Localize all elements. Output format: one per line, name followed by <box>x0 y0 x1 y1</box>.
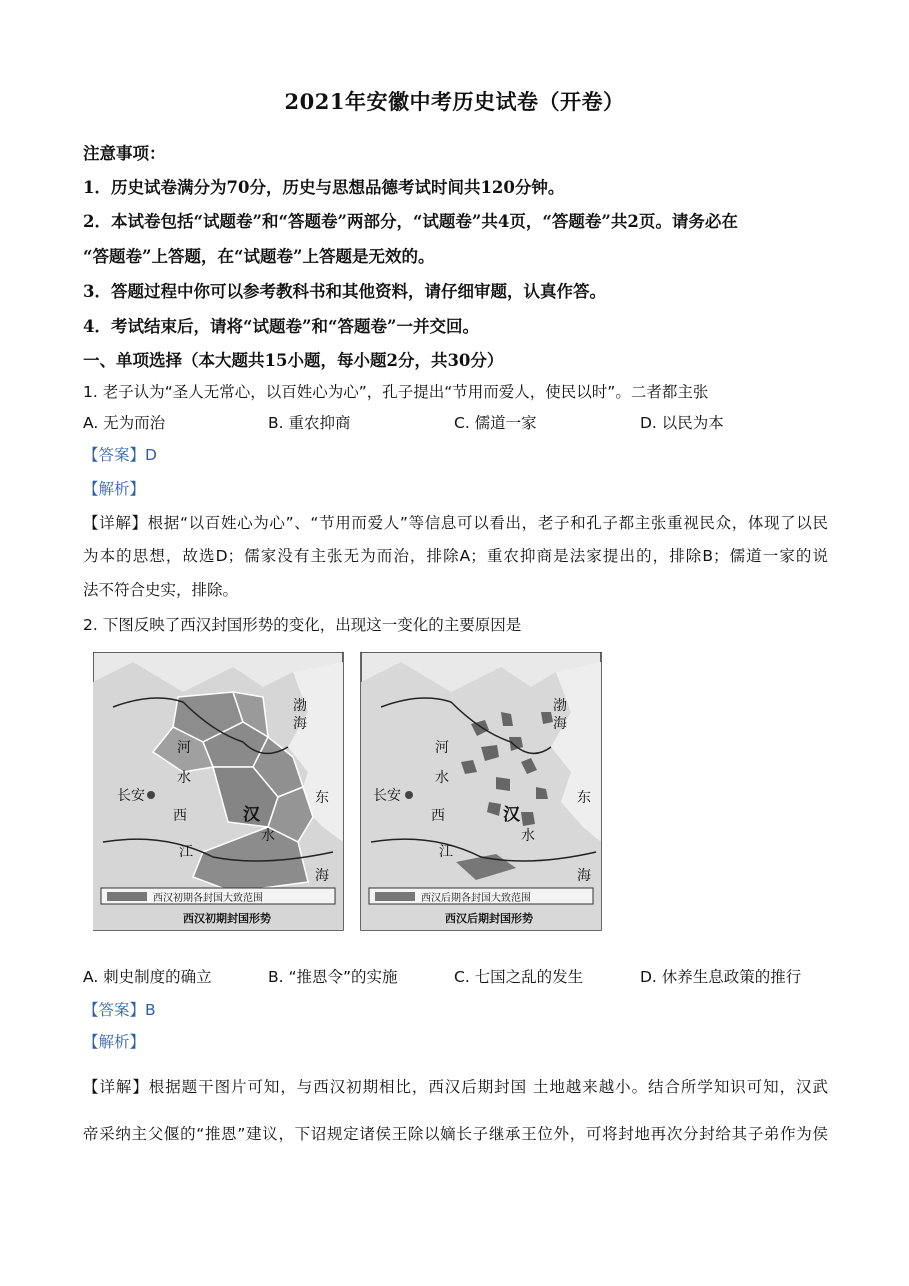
map-left-caption: 西汉初期封国形势 <box>183 912 271 925</box>
q2-analysis-label: 【解析】 <box>83 1033 146 1051</box>
map-left-label-bo: 渤 <box>293 698 307 714</box>
map-right-label-bo: 渤 <box>553 698 567 714</box>
map-right-label-jiang: 江 <box>439 844 453 860</box>
map-left-label-shui: 水 <box>177 770 191 786</box>
map-right-label-han: 汉 <box>503 805 520 825</box>
q1-stem: 1. 老子认为“圣人无常心，以百姓心为心”，孔子提出“节用而爱人，使民以时”。二者都主张 <box>83 383 709 401</box>
section-heading: 一、单项选择（本大题共15小题，每小题2分，共30分） <box>83 351 504 370</box>
q1-detail-line-3: 法不符合史实，排除。 <box>83 581 239 599</box>
notice-item-3: 3．答题过程中你可以参考教科书和其他资料，请仔细审题，认真作答。 <box>83 282 606 301</box>
q1-option-a: A. 无为而治 <box>83 414 166 432</box>
map-left-label-xi: 西 <box>173 808 187 824</box>
q1-analysis-label: 【解析】 <box>83 480 146 498</box>
q2-detail-line-2: 帝采纳主父偃的“推恩”建议，下诏规定诸侯王除以嫡长子继承王位外，可将封地再次分封给其子弟作为侯 <box>83 1125 828 1143</box>
han-fiefdom-maps <box>93 652 603 932</box>
notice-item-2-cont: “答题卷”上答题，在“试题卷”上答题是无效的。 <box>83 247 435 266</box>
map-right-label-hai: 海 <box>553 716 567 732</box>
map-left-label-changan: 长安 <box>117 788 145 804</box>
q2-detail-line-1: 【详解】根据题干图片可知，与西汉初期相比，西汉后期封国 土地越来越小。结合所学知识可知，汉武 <box>83 1078 828 1096</box>
q2-answer: 【答案】B <box>83 1001 156 1019</box>
map-right-label-hai-east: 海 <box>577 868 591 884</box>
map-left-label-jiang: 江 <box>179 844 193 860</box>
q2-option-c: C. 七国之乱的发生 <box>454 968 584 986</box>
q1-detail-line-2: 为本的思想，故选D；儒家没有主张无为而治，排除A；重农抑商是法家提出的，排除B；儒道一家的说 <box>83 547 828 565</box>
q2-option-a: A. 刺史制度的确立 <box>83 968 212 986</box>
q2-option-b: B. “推恩令”的实施 <box>268 968 398 986</box>
notice-item-1: 1．历史试卷满分为70分，历史与思想品德考试时间共120分钟。 <box>83 178 565 197</box>
page-title: 2021年安徽中考历史试卷（开卷） <box>284 89 625 114</box>
notice-item-4: 4．考试结束后，请将“试题卷”和“答题卷”一并交回。 <box>83 317 479 336</box>
notice-item-2: 2．本试卷包括“试题卷”和“答题卷”两部分，“试题卷”共4页，“答题卷”共2页。请务必在 <box>83 212 738 231</box>
q1-answer-text: 【答案】D <box>83 446 157 464</box>
maps-figure <box>93 652 603 932</box>
map-right-label-changan: 长安 <box>373 788 401 804</box>
notice-heading: 注意事项： <box>83 144 166 163</box>
q2-option-d: D. 休养生息政策的推行 <box>640 968 802 986</box>
map-left-label-he: 河 <box>177 740 191 756</box>
q2-stem: 2. 下图反映了西汉封国形势的变化，出现这一变化的主要原因是 <box>83 616 522 634</box>
map-left-label-dong: 东 <box>315 790 329 806</box>
q1-option-b: B. 重农抑商 <box>268 414 351 432</box>
map-right-label-shui: 水 <box>435 770 449 786</box>
q1-option-d: D. 以民为本 <box>640 414 724 432</box>
q1-answer <box>83 443 157 465</box>
map-right-label-he: 河 <box>435 740 449 756</box>
q1-option-c: C. 儒道一家 <box>454 414 537 432</box>
map-right-label-dong: 东 <box>577 790 591 806</box>
map-left-label-hai-east: 海 <box>315 868 329 884</box>
map-right-caption: 西汉后期封国形势 <box>445 912 533 925</box>
map-left-label-han: 汉 <box>243 805 260 825</box>
q1-detail-line-1: 【详解】根据“以百姓心为心”、“节用而爱人”等信息可以看出，老子和孔子都主张重视民众，体现了以民 <box>83 514 828 532</box>
map-right-label-xi: 西 <box>431 808 445 824</box>
map-left-label-hai: 海 <box>293 716 307 732</box>
map-left-label-han-shui: 水 <box>261 828 275 844</box>
map-right-label-han-shui: 水 <box>521 828 535 844</box>
map-left-legend: 西汉初期各封国大致范围 <box>153 893 263 904</box>
map-right-legend: 西汉后期各封国大致范围 <box>421 893 531 904</box>
